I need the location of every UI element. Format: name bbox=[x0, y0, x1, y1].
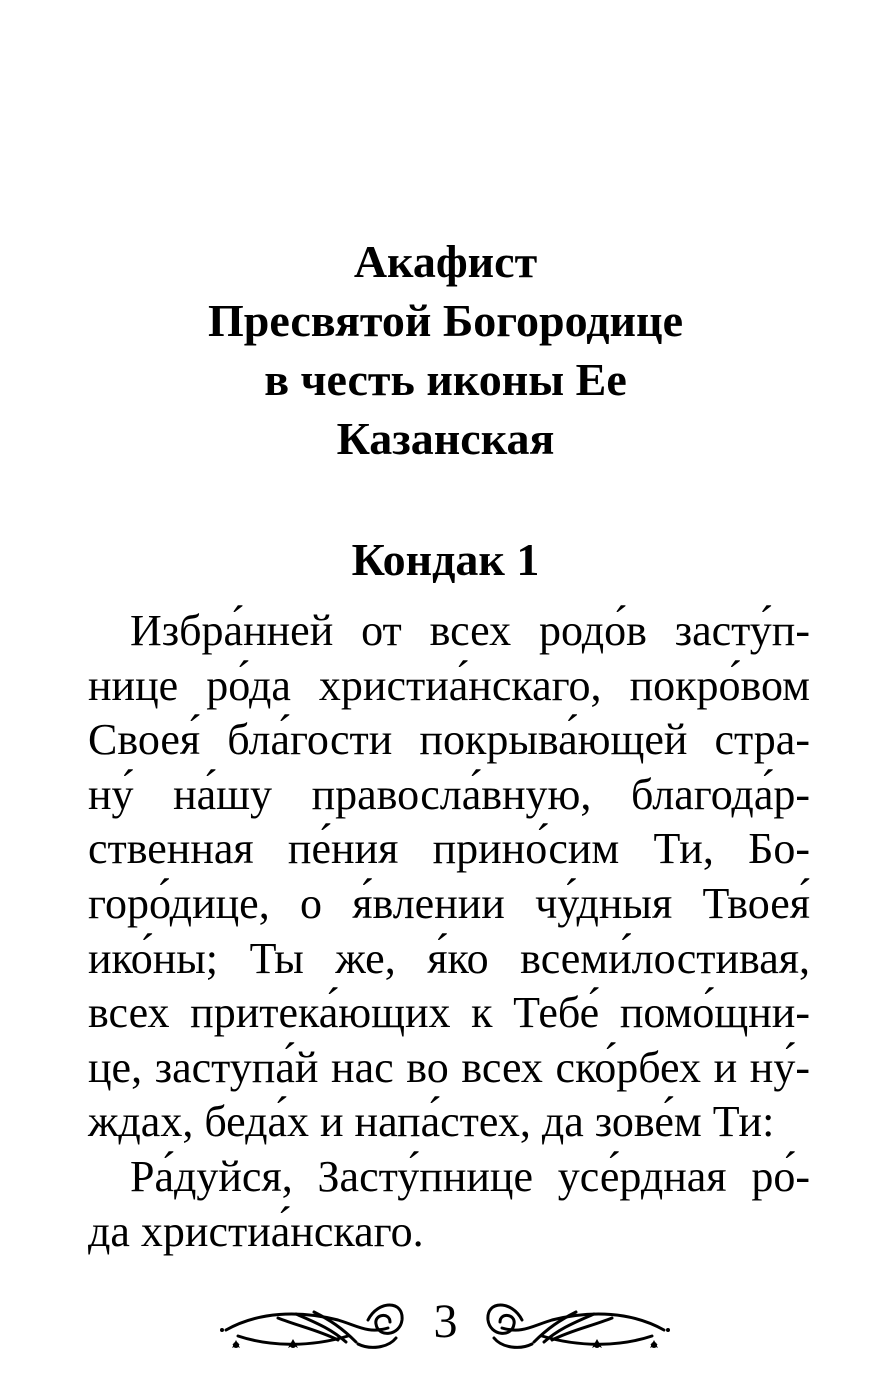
page-title bbox=[0, 232, 891, 468]
text-line: да христиа́нскаго. bbox=[88, 1206, 424, 1256]
text-line: Ра́дуйся, Засту́пнице усе́рдная ро́- bbox=[130, 1151, 810, 1201]
title-line-3: в честь иконы Ее bbox=[264, 354, 627, 405]
section-heading: Кондак 1 bbox=[351, 534, 540, 585]
text-line: нице ро́да христиа́нскаго, покро́вом bbox=[88, 660, 810, 710]
text-line: ну́ на́шу правосла́вную, благода́р- bbox=[88, 769, 810, 819]
text-line: Своея́ бла́гости покрыва́ющей стра- bbox=[88, 715, 810, 765]
title-line-1: Акафист bbox=[353, 236, 538, 287]
text-line: ждах, беда́х и напа́стех, да зове́м Ти: bbox=[88, 1097, 775, 1147]
title-line-2: Пресвятой Богородице bbox=[208, 295, 683, 346]
text-line: ственная пе́ния прино́сим Ти, Бо- bbox=[88, 824, 810, 874]
page-footer bbox=[0, 1290, 891, 1360]
text-line: ико́ны; Ты же, я́ко всеми́лостивая, bbox=[88, 933, 810, 983]
text-line: всех притека́ющих к Тебе́ помо́щни- bbox=[88, 988, 810, 1038]
text-line: Избра́нней от всех родо́в засту́п- bbox=[130, 606, 810, 655]
title-line-4: Казанская bbox=[336, 413, 555, 464]
page-number: 3 bbox=[433, 1295, 458, 1348]
text-line: це, заступа́й нас во всех ско́рбех и ну́- bbox=[88, 1042, 810, 1092]
text-line: горо́дице, о я́влении чу́дныя Твоея́ bbox=[88, 878, 810, 928]
floral-flourish-right-icon bbox=[482, 1290, 672, 1356]
section-text bbox=[88, 604, 810, 1259]
